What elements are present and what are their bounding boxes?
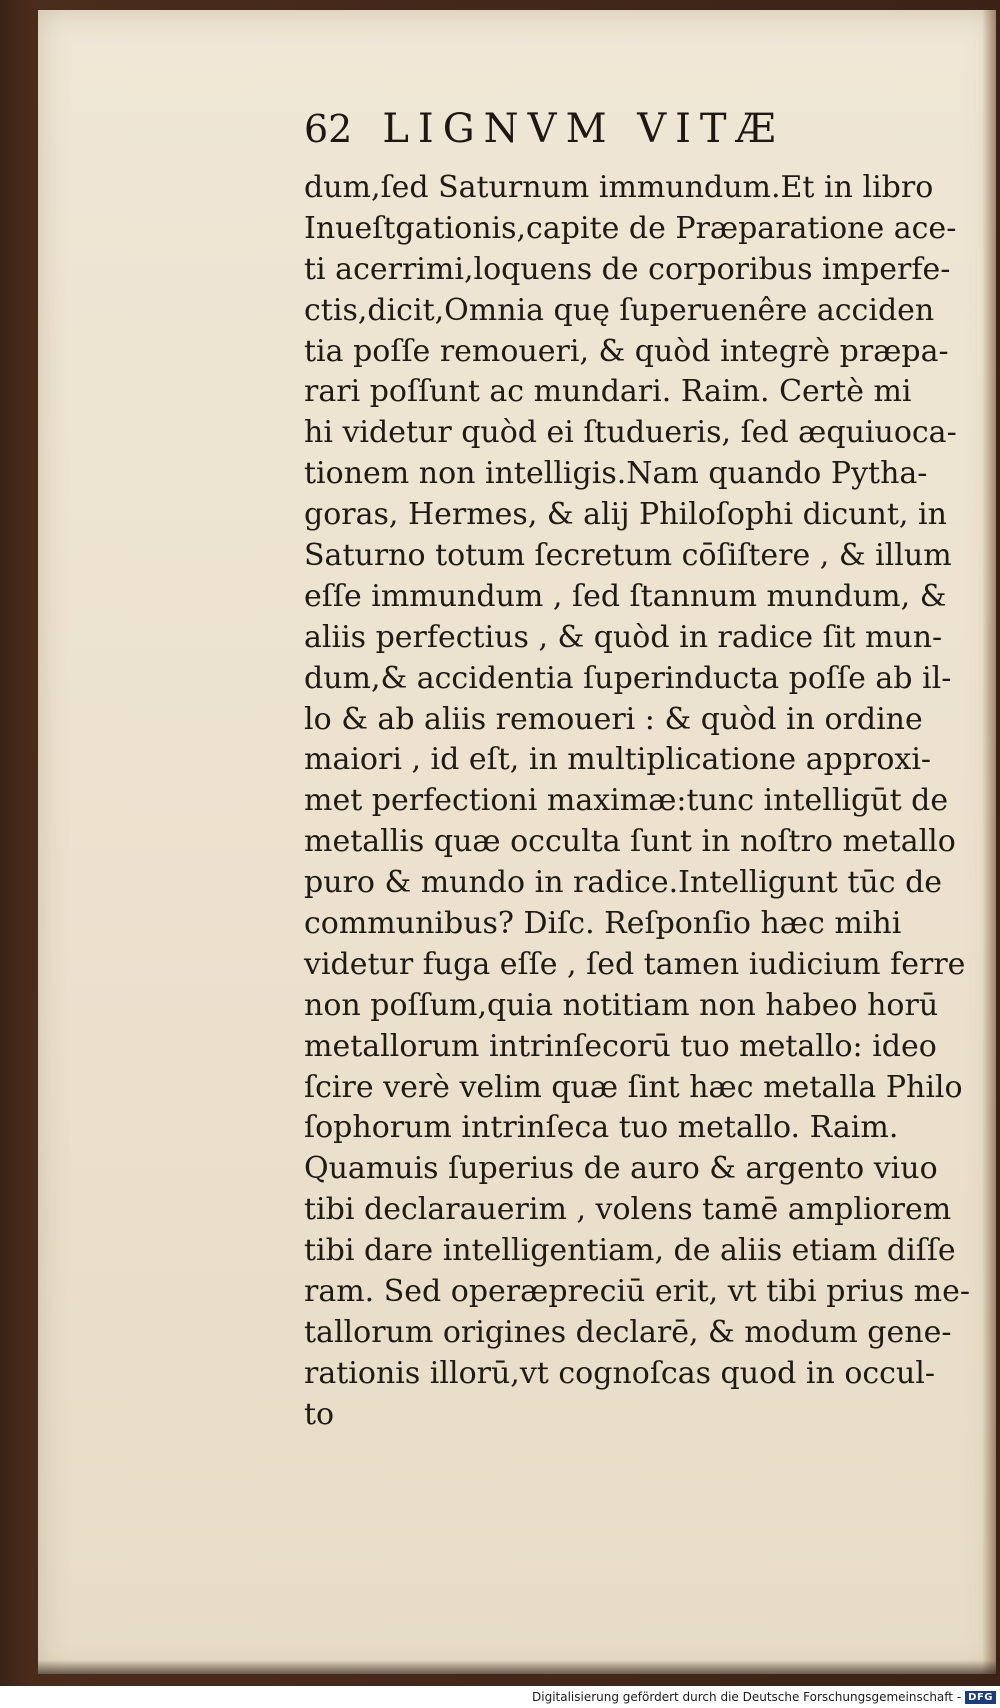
page-bottom-shadow: [38, 1660, 996, 1674]
text-line: puro & mundo in radice.Intelligunt tūc de: [304, 865, 943, 901]
text-line: Quamuis ſuperius de auro & argento viuo: [304, 1151, 938, 1187]
text-line: tionem non intelligis.Nam quando Pytha-: [304, 456, 928, 492]
text-line: to: [304, 1396, 335, 1432]
footer-credit: Digitalisierung gefördert durch die Deutsche Forschungsgemeinschaft -: [532, 1690, 962, 1704]
text-line: ſcire verè velim quæ ſint hæc metalla Philo: [304, 1069, 963, 1105]
text-line: videtur fuga eſſe , ſed tamen iudicium ferre: [304, 946, 966, 982]
text-line: metallorum intrinſecorū tuo metallo: ideo: [304, 1028, 937, 1064]
page-header: [304, 106, 785, 162]
text-line: metallis quæ occulta ſunt in noſtro metallo: [304, 824, 956, 860]
text-line: met perfectioni maximæ:tunc intelligūt de: [304, 783, 949, 819]
page-edge-shadow: [982, 10, 996, 1674]
text-line: ctis,dicit,Omnia quę ſuperuenêre acciden: [304, 292, 935, 328]
running-title: LIGNVM VITÆ: [382, 106, 785, 152]
text-line: dum,ſed Saturnum immundum.Et in libro: [304, 170, 934, 205]
dfg-logo: DFG: [965, 1691, 996, 1704]
text-line: lo & ab aliis remoueri : & quòd in ordine: [304, 701, 923, 737]
text-line: rationis illorū,vt cognoſcas quod in occul-: [304, 1355, 936, 1391]
text-line: tia poſſe remoueri, & quòd integrè præpa-: [304, 333, 949, 369]
digitization-footer: [0, 1686, 1000, 1708]
text-line: ram. Sed operæpreciū erit, vt tibi prius me-: [304, 1274, 970, 1310]
text-line: maiori , id eſt, in multiplicatione approxi-: [304, 742, 932, 778]
text-line: tallorum origines declarē, & modum gene-: [304, 1314, 952, 1350]
text-line: Inueſtgationis,capite de Præparatione ace-: [304, 210, 957, 246]
text-line: communibus? Diſc. Reſponſio hæc mihi: [304, 906, 902, 942]
text-line: tibi dare intelligentiam, de aliis etiam diſſe: [304, 1233, 956, 1269]
text-line: eſſe immundum , ſed ſtannum mundum, &: [304, 578, 947, 614]
text-line: ſophorum intrinſeca tuo metallo. Raim.: [304, 1110, 899, 1146]
text-line: ti acerrimi,loquens de corporibus imperfe-: [304, 251, 951, 287]
text-line: tibi declarauerim , volens tamē ampliorem: [304, 1192, 952, 1228]
text-line: non poſſum,quia notitiam non habeo horū: [304, 987, 939, 1023]
text-line: rari poſſunt ac mundari. Raim. Certè mi: [304, 374, 912, 410]
text-line: hi videtur quòd ei ſtudueris, ſed æquiuoca-: [304, 415, 957, 451]
text-line: Saturno totum ſecretum cōſiſtere , & illum: [304, 538, 952, 574]
text-line: dum,& accidentia ſuperinducta poſſe ab il-: [304, 660, 952, 696]
text-line: goras, Hermes, & alij Philoſophi dicunt, in: [304, 497, 947, 533]
page-number: 62: [304, 107, 353, 151]
text-line: aliis perfectius , & quòd in radice ſit mun-: [304, 619, 943, 655]
body-text: [304, 168, 970, 1436]
